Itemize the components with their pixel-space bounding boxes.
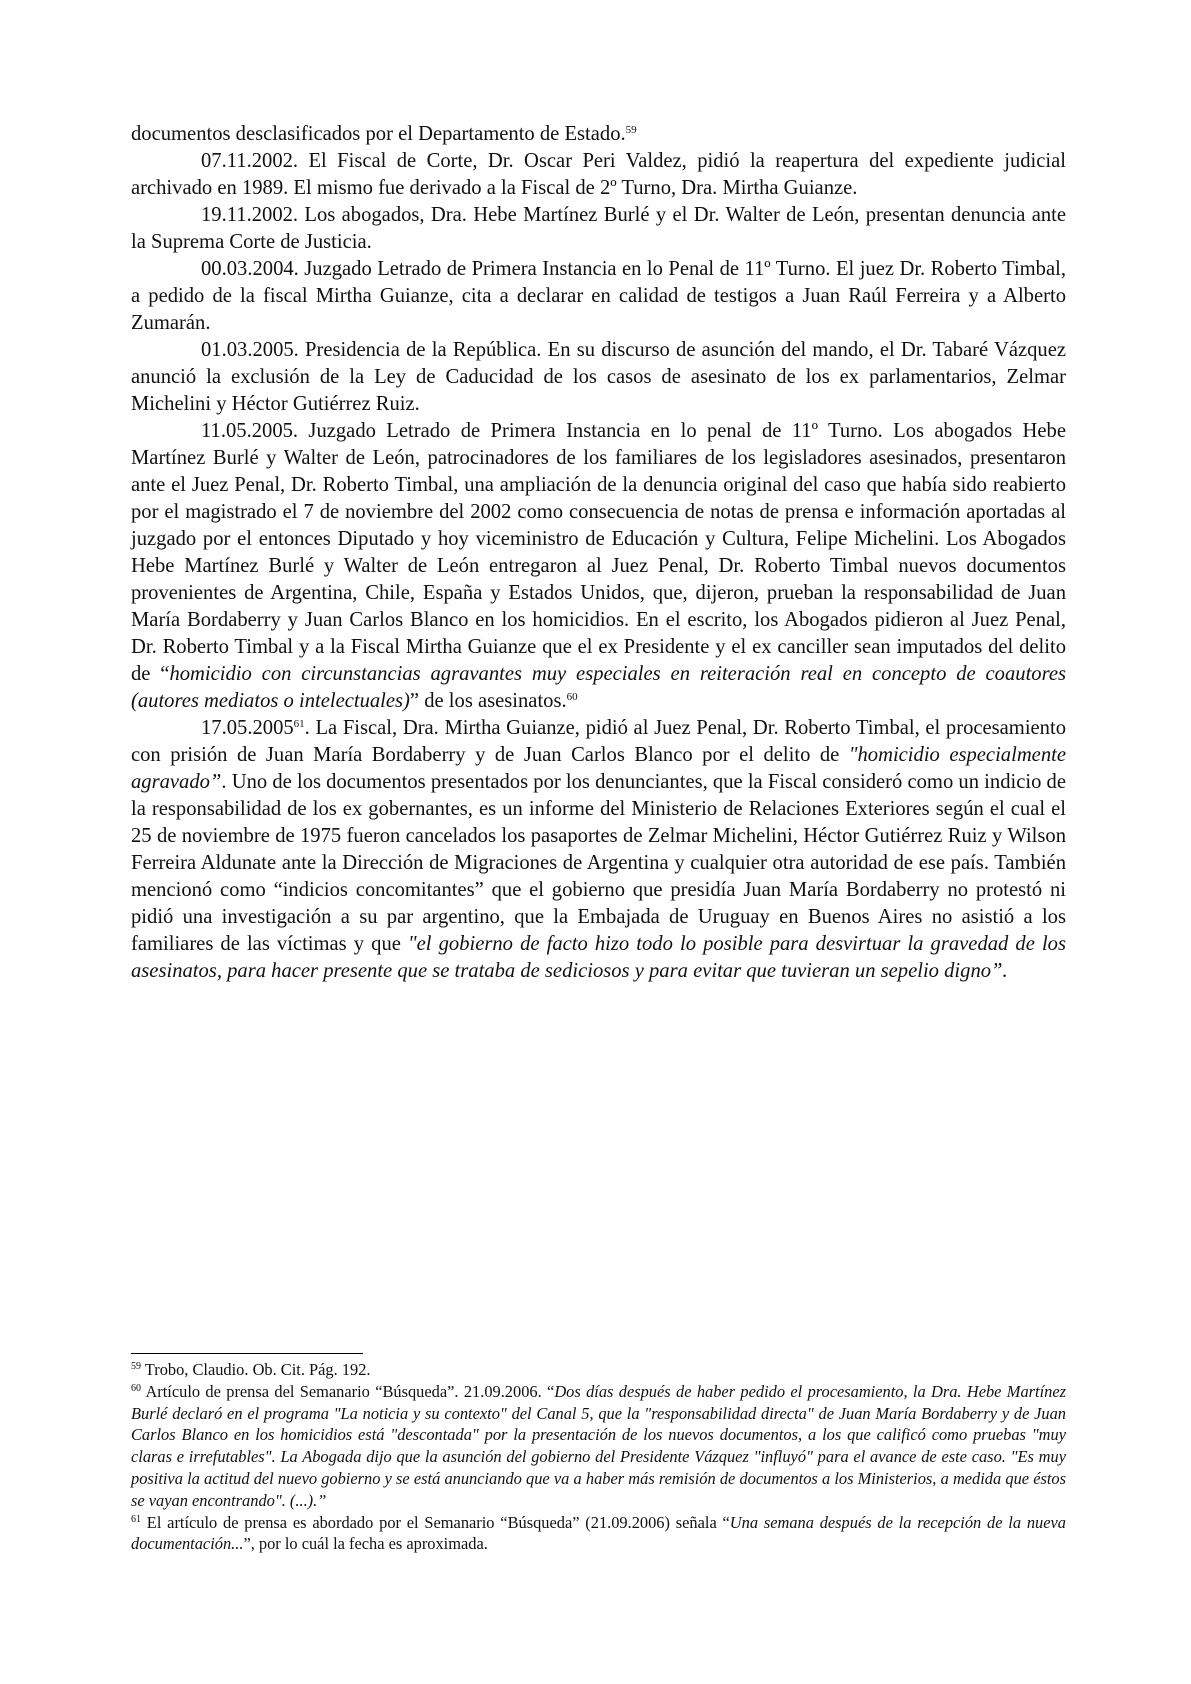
footnote-61	[131, 1512, 1066, 1556]
paragraph-date: 17.05.2005	[201, 717, 294, 739]
footnote-text: El artículo de prensa es abordado por el Semanario “Búsqueda” (21.09.2006) señala “	[141, 1512, 730, 1532]
paragraph-continuation	[131, 121, 1066, 148]
paragraph-text: 11.05.2005. Juzgado Letrado de Primera Instancia en lo penal de 11º Turno. Los abogados Hebe Martínez Burlé y Walter de León, patrocinadores de los familiares de los legisladores asesinados, presentaron ante el Juez Penal, Dr. Roberto Timbal, una ampliación de la denuncia original del caso que había sido reabierto por el magistrado el 7 de noviembre del 2002 como consecuencia de notas de prensa e información aportadas al juzgado por el entonces Diputado y hoy viceministro de Educación y Cultura, Felipe Michelini. Los Abogados Hebe Martínez Burlé y Walter de León entregaron al Juez Penal, Dr. Roberto Timbal nuevos documentos provenientes de Argentina, Chile, España y Estados Unidos, que, dijeron, prueban la responsabilidad de Juan María Bordaberry y Juan Carlos Blanco en los homicidios. En el escrito, los Abogados pidieron al Juez Penal, Dr. Roberto Timbal y a la Fiscal Mirtha Guianze que el ex Presidente y el ex canciller sean imputados del delito de “	[131, 420, 1066, 685]
paragraph-2004-03-00: 00.03.2004. Juzgado Letrado de Primera Instancia en lo Penal de 11º Turno. El juez Dr. Roberto Timbal, a pedido de la fiscal Mirtha Guianze, cita a declarar en calidad de testigos a Juan Raúl Ferreira y a Alberto Zumarán.	[131, 258, 1066, 334]
footnotes-section	[131, 1353, 1066, 1555]
footnote-number: 61	[131, 1513, 141, 1525]
footnote-text: Trobo, Claudio. Ob. Cit. Pág. 192.	[141, 1360, 371, 1379]
footnote-ref-59[interactable]: 59	[625, 124, 637, 136]
footnote-60	[131, 1381, 1066, 1512]
footnote-quote: Dos días después de haber pedido el procesamiento, la Dra. Hebe Martínez Burlé declaró en el programa "La noticia y su contexto" del Canal 5, que la "responsabilidad directa" de Juan María Bordaberry y de Juan Carlos Blanco en los homicidios está "descontada" por la presentación de los nuevos documentos, a los que calificó como pruebas "muy claras e irrefutables". La Abogada dijo que la asunción del gobierno del Presidente Vázquez "influyó" para el avance de este caso. "Es muy positiva la actitud del nuevo gobierno y se está anunciando que va a haber más remisión de documentos a los Ministerios, a medida que éstos se vayan encontrando". (...).”	[131, 1381, 1066, 1510]
footnote-number: 59	[131, 1361, 141, 1372]
footnote-ref-61[interactable]: 61	[293, 718, 305, 730]
paragraph-2005-03-01: 01.03.2005. Presidencia de la República. En su discurso de asunción del mando, el Dr. Tabaré Vázquez anunció la exclusión de la Ley de Caducidad de los casos de asesinato de los ex parlamentarios, Zelmar Michelini y Héctor Gutiérrez Ruiz.	[131, 339, 1066, 415]
footnote-ref-60[interactable]: 60	[566, 691, 578, 703]
paragraph-text: documentos desclasificados por el Departamento de Estado.	[131, 123, 626, 145]
footnote-quote: Una semana después de la recepción de la nueva documentación...	[131, 1512, 1066, 1554]
paragraph-2002-11-19: 19.11.2002. Los abogados, Dra. Hebe Martínez Burlé y el Dr. Walter de León, presentan denuncia ante la Suprema Corte de Justicia.	[131, 204, 1066, 253]
italic-quote: "el gobierno de facto hizo todo lo posible para desvirtuar la gravedad de los asesinatos, para hacer presente que se trataba de sediciosos y para evitar que tuvieran un sepelio digno”.	[131, 933, 1066, 982]
paragraph-text: . La Fiscal, Dra. Mirtha Guianze, pidió al Juez Penal, Dr. Roberto Timbal, el procesamiento con prisión de Juan María Bordaberry y de Juan Carlos Blanco por el delito de	[131, 717, 1066, 766]
footnote-text: ”, por lo cuál la fecha es aproximada.	[243, 1534, 488, 1554]
footnote-59	[131, 1359, 1066, 1381]
paragraph-2005-05-11	[131, 418, 1066, 715]
document-body	[131, 121, 1066, 985]
paragraph-2002-11-07: 07.11.2002. El Fiscal de Corte, Dr. Oscar Peri Valdez, pidió la reapertura del expediente judicial archivado en 1989. El mismo fue derivado a la Fiscal de 2º Turno, Dra. Mirtha Guianze.	[131, 150, 1066, 199]
paragraph-text: ” de los asesinatos.	[409, 690, 567, 712]
italic-quote: homicidio con circunstancias agravantes muy especiales en reiteración real en concepto de coautores (autores mediatos o intelectuales)	[131, 663, 1066, 712]
footnote-text: Artículo de prensa del Semanario “Búsqueda”. 21.09.2006. “	[141, 1381, 555, 1401]
italic-quote: "homicidio especialmente agravado”	[131, 744, 1066, 793]
footnote-divider	[131, 1353, 363, 1354]
footnote-number: 60	[131, 1382, 141, 1394]
paragraph-text: . Uno de los documentos presentados por los denunciantes, que la Fiscal consideró como un indicio de la responsabilidad de los ex gobernantes, es un informe del Ministerio de Relaciones Exteriores según el cual el 25 de noviembre de 1975 fueron cancelados los pasaportes de Zelmar Michelini, Héctor Gutiérrez Ruiz y Wilson Ferreira Aldunate ante la Dirección de Migraciones de Argentina y cualquier otra autoridad de ese país. También mencionó como “indicios concomitantes” que el gobierno que presidía Juan María Bordaberry no protestó ni pidió una investigación a su par argentino, que la Embajada de Uruguay en Buenos Aires no asistió a los familiares de las víctimas y que	[131, 771, 1066, 955]
paragraph-2005-05-17	[131, 715, 1066, 985]
